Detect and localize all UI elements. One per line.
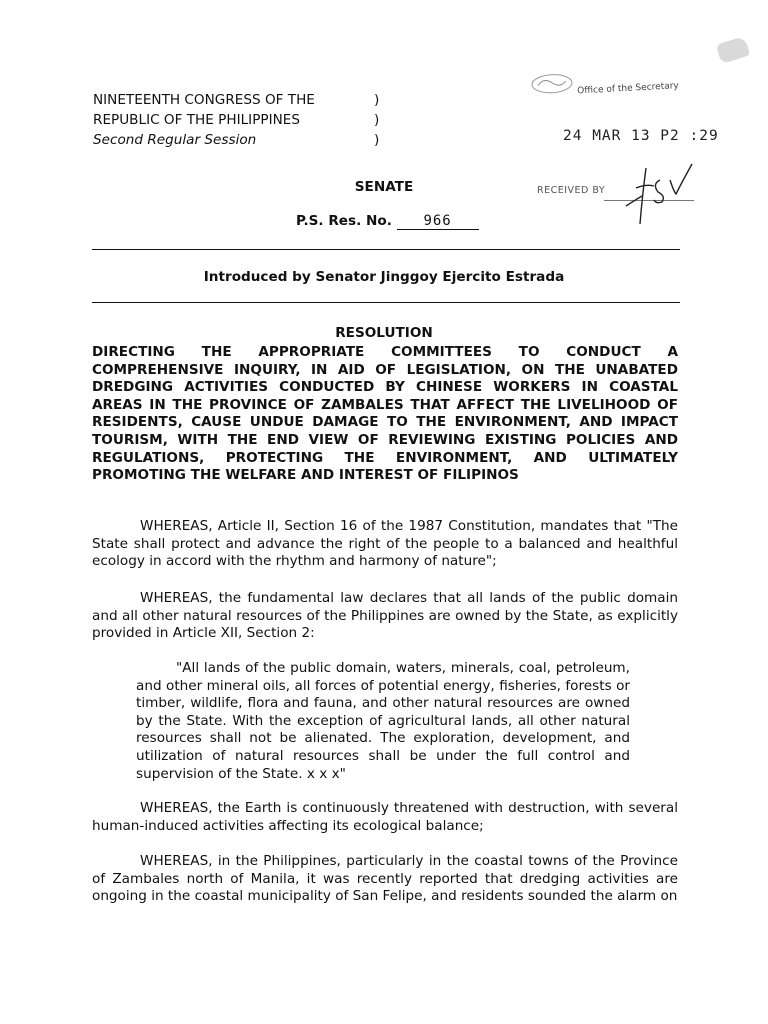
header-parens [374,90,379,150]
divider-top [92,249,680,250]
paragraph-text: WHEREAS, Article II, Section 16 of the 1987 Constitution, mandates that "The State shall protect and advance the right of the people to a balanced and healthful ecology in accord with the rhythm and harmony of nature"; [92,518,678,570]
whereas-paragraph [92,853,678,906]
paragraph-text: WHEREAS, the Earth is continuously threatened with destruction, with several human-induced activities affecting its ecological balance; [92,800,678,834]
scan-smudge [716,36,751,64]
introduced-by: Introduced by Senator Jinggoy Ejercito Estrada [203,269,565,285]
whereas-paragraph [92,800,678,835]
divider-bottom [92,302,680,303]
paragraph-text: WHEREAS, in the Philippines, particularly in the coastal towns of the Province of Zambales north of Manila, it was recently reported that dredging activities are ongoing in the coastal municipality of San Felipe, and residents sounded the alarm on [92,853,678,905]
paren-3: ) [374,132,380,148]
congress-line: NINETEENTH CONGRESS OF THE [93,92,315,108]
seal-icon [529,72,574,96]
office-stamp-text: Office of the Secretary [577,81,680,97]
paragraph-text: WHEREAS, the fundamental law declares that all lands of the public domain and all other natural resources of the Philippines are owned by the State, as explicitly provided in Article XII, Section 2: [92,590,678,642]
whereas-paragraph [92,590,678,643]
chamber-title: SENATE [354,179,414,195]
received-date-stamp: 24 MAR 13 P2 :29 [563,128,719,144]
republic-line: REPUBLIC OF THE PHILIPPINES [93,112,300,128]
received-by-label: RECEIVED BY [537,185,606,196]
paren-1: ) [374,92,380,108]
resolution-number-label: P.S. Res. No. [296,213,392,229]
resolution-title: DIRECTING THE APPROPRIATE COMMITTEES TO CONDUCT A COMPREHENSIVE INQUIRY, IN AID OF LEGISLATION, ON THE UNABATED DREDGING ACTIVITIES CONDUCTED BY CHINESE WORKERS IN COASTAL AREAS IN THE PROVINCE OF ZAMBALES THAT AFFECT THE LIVELIHOOD OF RESIDENTS, CAUSE UNDUE DAMAGE TO THE ENVIRONMENT, AND IMPACT TOURISM, WITH THE END VIEW OF REVIEWING EXISTING POLICIES AND REGULATIONS, PROTECTING THE ENVIRONMENT, AND ULTIMATELY PROMOTING THE WELFARE AND INTEREST OF FILIPINOS [92,344,678,484]
session-line: Second Regular Session [93,132,257,148]
paren-2: ) [374,112,380,128]
constitution-quote [136,660,630,783]
congress-header [93,90,315,150]
whereas-paragraph [92,518,678,571]
quote-text: "All lands of the public domain, waters, minerals, coal, petroleum, and other mineral oils, all forces of potential energy, fisheries, forests or timber, wildlife, flora and fauna, and other natural resources are owned by the State. With the exception of agricultural lands, all other natural resources shall not be alienated. The exploration, development, and utilization of natural resources shall be under the full control and supervision of the State. x x x" [136,660,630,782]
resolution-number [296,213,479,230]
resolution-heading: RESOLUTION [335,325,433,341]
resolution-number-value: 966 [397,213,479,230]
office-stamp [529,66,679,99]
